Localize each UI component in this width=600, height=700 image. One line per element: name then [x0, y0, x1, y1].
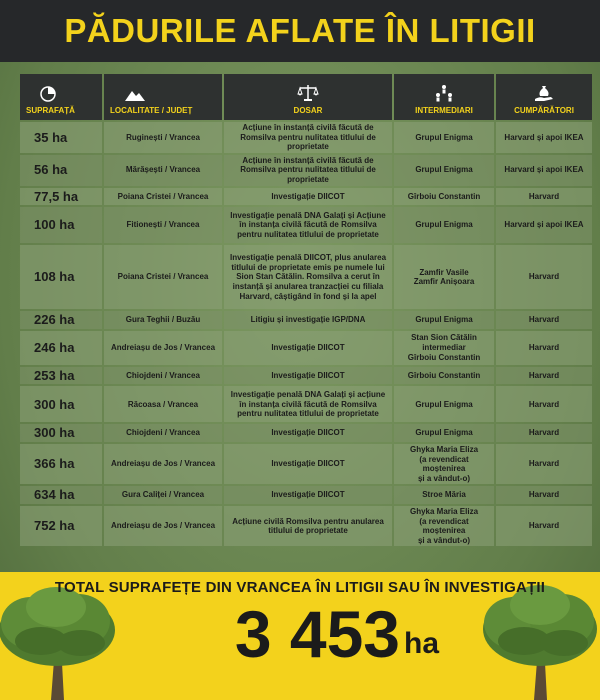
cell-case: Investigație penală DNA Galați și Acțiune în instanța civilă făcută de Romsilva pentru nulitatea titlului de proprietate: [224, 207, 392, 243]
cell-locality: Andreiașu de Jos / Vrancea: [104, 444, 222, 484]
cell-buyers: Harvard: [496, 367, 592, 385]
cell-intermediaries: Grupul Enigma: [394, 122, 494, 153]
table-row: [20, 188, 592, 206]
cell-area: 246 ha: [20, 331, 102, 365]
table-row: [20, 486, 592, 504]
cell-locality: Răcoasa / Vrancea: [104, 386, 222, 422]
cell-intermediaries: Grupul Enigma: [394, 311, 494, 329]
cell-buyers: Harvard: [496, 311, 592, 329]
cell-area: 253 ha: [20, 367, 102, 385]
cell-locality: Chiojdeni / Vrancea: [104, 367, 222, 385]
cell-case: Investigație DIICOT: [224, 188, 392, 206]
cell-locality: Mărășești / Vrancea: [104, 155, 222, 186]
table-row: [20, 155, 592, 186]
tree-illustration-right: [480, 583, 600, 700]
table-row: [20, 122, 592, 153]
cell-buyers: Harvard: [496, 444, 592, 484]
cell-case: Investigație DIICOT: [224, 444, 392, 484]
table-row: [20, 424, 592, 442]
cell-buyers: Harvard și apoi IKEA: [496, 207, 592, 243]
table-header-row: [20, 74, 592, 120]
table-row: [20, 444, 592, 484]
cell-intermediaries: Grupul Enigma: [394, 386, 494, 422]
cell-case: Investigație penală DNA Galați și acțiune în instanța civilă făcută de Romsilva pentru nulitatea titlului de proprietate: [224, 386, 392, 422]
cell-area: 752 ha: [20, 506, 102, 546]
cell-case: Litigiu și investigație IGP/DNA: [224, 311, 392, 329]
table-row: [20, 367, 592, 385]
cell-buyers: Harvard: [496, 331, 592, 365]
cell-locality: Andreiașu de Jos / Vrancea: [104, 506, 222, 546]
cell-intermediaries: Ghyka Maria Eliza (a revendicat moștenirea și a vândut-o): [394, 506, 494, 546]
table-row: [20, 506, 592, 546]
cell-locality: Poiana Cristei / Vrancea: [104, 245, 222, 309]
pie-chart-icon: [40, 86, 56, 102]
table-body: [20, 122, 592, 546]
cell-buyers: Harvard: [496, 386, 592, 422]
cell-intermediaries: Ghyka Maria Eliza (a revendicat moștenirea și a vândut-o): [394, 444, 494, 484]
cell-intermediaries: Gîrboiu Constantin: [394, 367, 494, 385]
cell-case: Acțiune în instanță civilă făcută de Romsilva pentru nulitatea titlului de proprietate: [224, 155, 392, 186]
table-row: [20, 386, 592, 422]
cell-intermediaries: Stan Sion Cătălin intermediar Gîrboiu Constantin: [394, 331, 494, 365]
column-header-intermediaries: [394, 74, 494, 120]
cell-intermediaries: Grupul Enigma: [394, 207, 494, 243]
cell-buyers: Harvard: [496, 506, 592, 546]
column-header-locality: [104, 74, 222, 120]
cell-case: Acțiune civilă Romsilva pentru anularea titlului de proprietate: [224, 506, 392, 546]
cell-case: Investigație DIICOT: [224, 331, 392, 365]
money-bag-hand-icon: [534, 84, 554, 102]
title-bar: [0, 0, 600, 62]
cell-area: 108 ha: [20, 245, 102, 309]
cell-buyers: Harvard: [496, 424, 592, 442]
tree-illustration-left: [0, 585, 118, 700]
litigation-table: [18, 72, 594, 548]
total-unit: ha: [404, 627, 440, 660]
total-label: TOTAL SUPRAFEȚE DIN VRANCEA ÎN LITIGII SAU ÎN INVESTIGAȚII: [54, 579, 546, 596]
cell-intermediaries: Zamfir Vasile Zamfir Anișoara: [394, 245, 494, 309]
table-row: [20, 245, 592, 309]
column-header-area: [20, 74, 102, 120]
table-row: [20, 207, 592, 243]
table-row: [20, 311, 592, 329]
cell-intermediaries: Stroe Măria: [394, 486, 494, 504]
page-title: PĂDURILE AFLATE ÎN LITIGII: [64, 12, 536, 49]
column-header-case: [224, 74, 392, 120]
column-header-label: DOSAR: [293, 106, 323, 115]
cell-locality: Gura Caliței / Vrancea: [104, 486, 222, 504]
people-hierarchy-icon: [434, 84, 454, 102]
cell-intermediaries: Grupul Enigma: [394, 155, 494, 186]
total-value: 3 453: [234, 597, 400, 671]
cell-area: 634 ha: [20, 486, 102, 504]
cell-buyers: Harvard și apoi IKEA: [496, 155, 592, 186]
cell-area: 100 ha: [20, 207, 102, 243]
column-header-label: SUPRAFAȚĂ: [26, 106, 75, 115]
cell-area: 35 ha: [20, 122, 102, 153]
litigation-table-wrapper: [18, 72, 582, 548]
cell-area: 226 ha: [20, 311, 102, 329]
mountain-icon: [124, 88, 146, 102]
cell-buyers: Harvard și apoi IKEA: [496, 122, 592, 153]
cell-case: Investigație DIICOT: [224, 486, 392, 504]
cell-locality: Poiana Cristei / Vrancea: [104, 188, 222, 206]
cell-buyers: Harvard: [496, 486, 592, 504]
cell-buyers: Harvard: [496, 188, 592, 206]
scales-icon: [297, 84, 319, 102]
cell-intermediaries: Gîrboiu Constantin: [394, 188, 494, 206]
column-header-label: INTERMEDIARI: [415, 106, 473, 115]
cell-area: 366 ha: [20, 444, 102, 484]
cell-case: Investigație DIICOT: [224, 367, 392, 385]
cell-area: 300 ha: [20, 424, 102, 442]
cell-area: 77,5 ha: [20, 188, 102, 206]
column-header-buyers: [496, 74, 592, 120]
cell-locality: Ruginești / Vrancea: [104, 122, 222, 153]
cell-buyers: Harvard: [496, 245, 592, 309]
cell-case: Acțiune în instanță civilă făcută de Romsilva pentru nulitatea titlului de proprietate: [224, 122, 392, 153]
cell-case: Investigație DIICOT: [224, 424, 392, 442]
cell-locality: Fitionești / Vrancea: [104, 207, 222, 243]
cell-locality: Gura Teghii / Buzău: [104, 311, 222, 329]
column-header-label: LOCALITATE / JUDEȚ: [110, 106, 193, 115]
cell-intermediaries: Grupul Enigma: [394, 424, 494, 442]
table-row: [20, 331, 592, 365]
cell-area: 300 ha: [20, 386, 102, 422]
cell-locality: Andreiașu de Jos / Vrancea: [104, 331, 222, 365]
cell-case: Investigație penală DIICOT, plus anularea titlului de proprietate emis pe numele lui Sion Stan Cătălin. Romsilva a cerut în instanță și anularea tranzacției cu filiala Harvard, câștigând în fond și la apel: [224, 245, 392, 309]
cell-locality: Chiojdeni / Vrancea: [104, 424, 222, 442]
column-header-label: CUMPĂRĂTORI: [514, 106, 574, 115]
cell-area: 56 ha: [20, 155, 102, 186]
